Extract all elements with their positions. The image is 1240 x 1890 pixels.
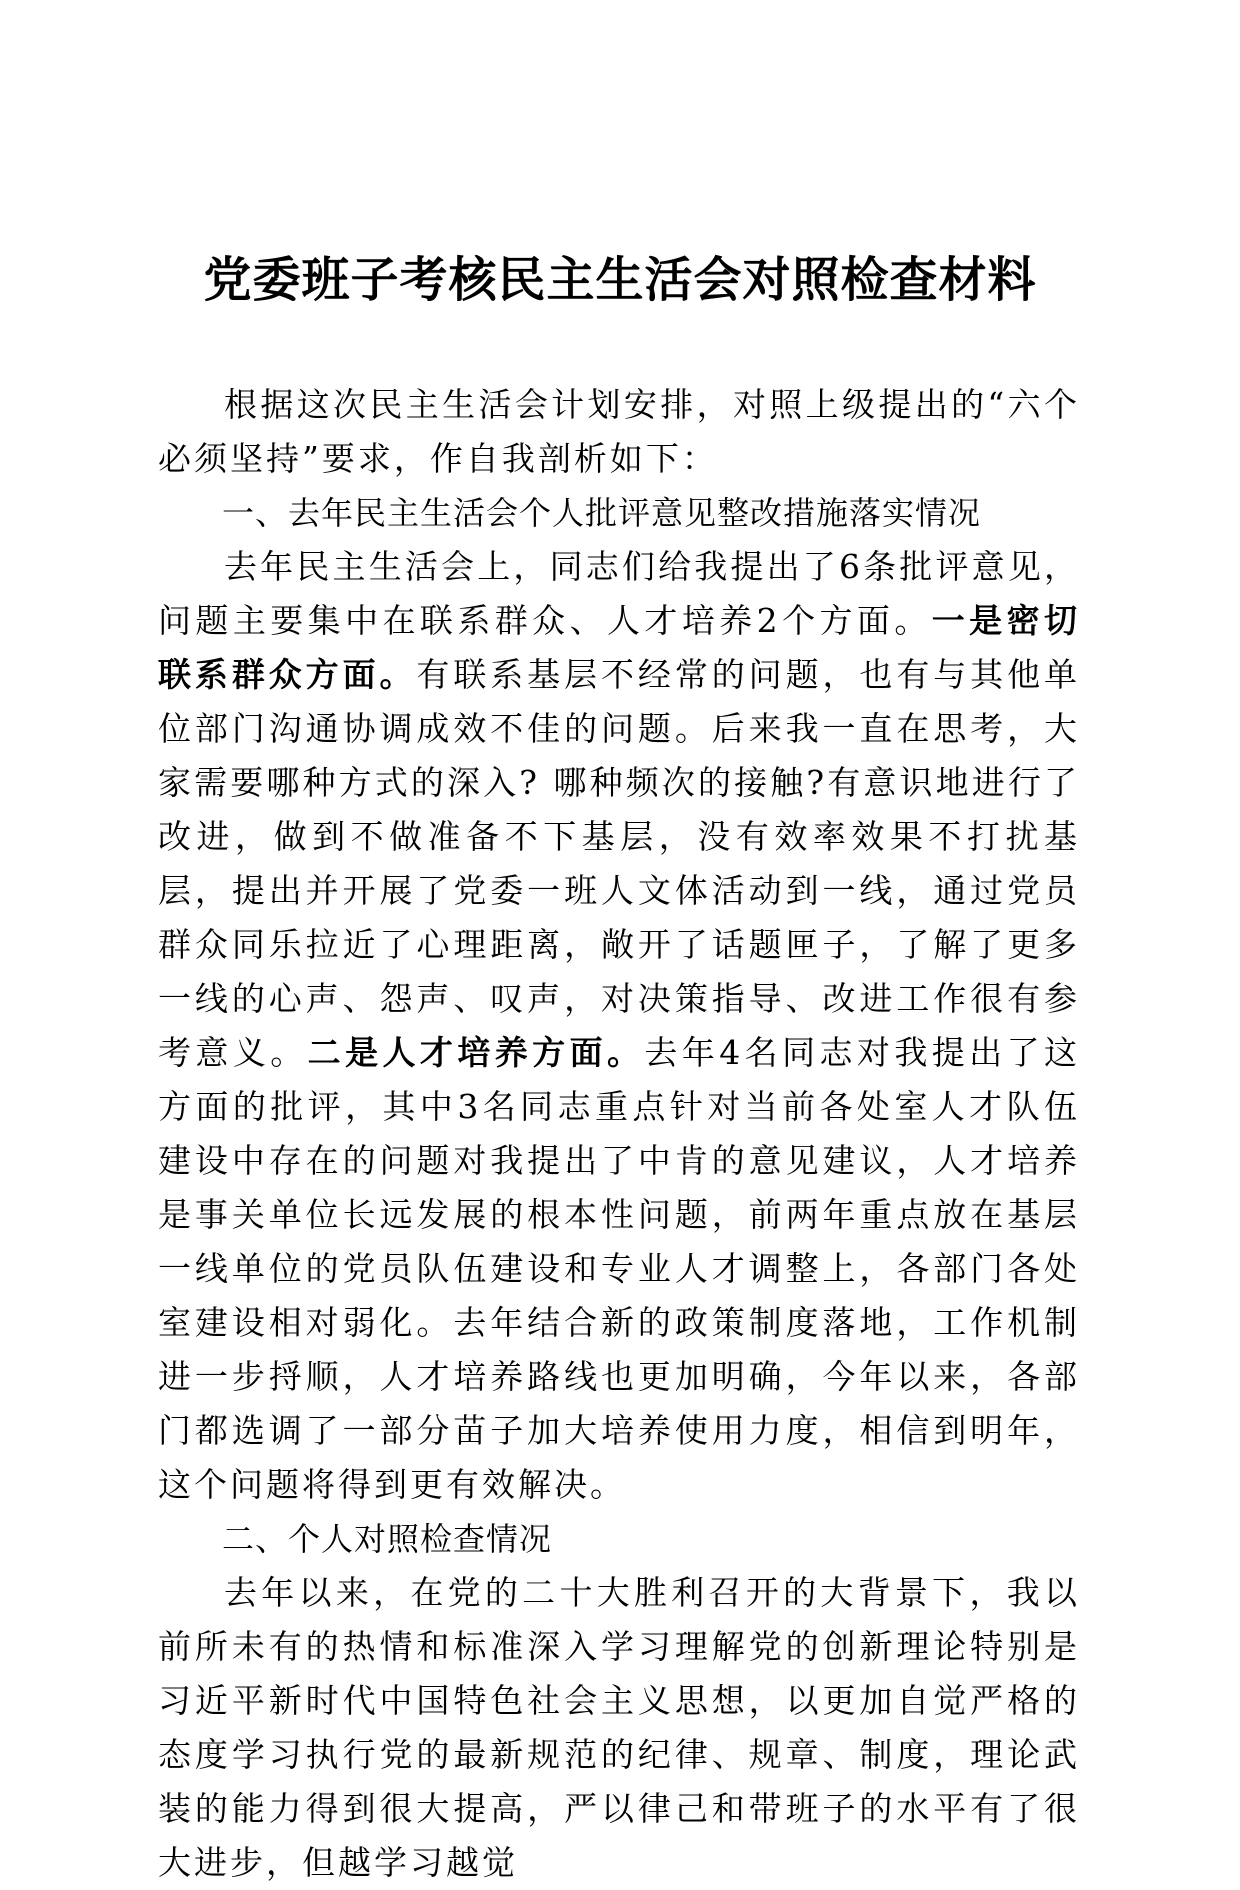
intro-paragraph: 根据这次民主生活会计划安排，对照上级提出的“六个必须坚持”要求，作自我剖析如下： <box>158 385 1080 478</box>
document-body <box>158 378 1080 1890</box>
section-2-paragraph: 去年以来，在党的二十大胜利召开的大背景下，我以前所未有的热情和标准深入学习理解党的创新理论特别是习近平新时代中国特色社会主义思想，以更加自觉严格的态度学习执行党的最新规范的纪律、规章、制度，理论武装的能力得到很大提高，严以律己和带班子的水平有了很大进步，但越学习越觉 <box>158 1573 1080 1882</box>
section-2-heading: 二、个人对照检查情况 <box>222 1520 553 1558</box>
section-1-bold-point-2: 二是人才培养方面。 <box>307 1033 645 1072</box>
document-title: 党委班子考核民主生活会对照检查材料 <box>203 252 1037 308</box>
section-1-text-part-2: 有联系基层不经常的问题，也有与其他单位部门沟通协调成效不佳的问题。后来我一直在思考，大家需要哪种方式的深入? 哪种频次的接触?有意识地进行了改进，做到不做准备不下基层，没有效率效果不打扰基层，提出并开展了党委一班人文体活动到一线，通过党员群众同乐拉近了心理距离，敞开了话题匣子，了解了更多一线的心声、怨声、叹声，对决策指导、改进工作很有参考意义。 <box>158 655 1081 1072</box>
section-1-paragraph <box>158 540 1080 1512</box>
section-1-text-part-3: 去年4名同志对我提出了这方面的批评，其中3名同志重点针对当前各处室人才队伍建设中存在的问题对我提出了中肯的意见建议，人才培养是事关单位长远发展的根本性问题，前两年重点放在基层一线单位的党员队伍建设和专业人才调整上，各部门各处室建设相对弱化。去年结合新的政策制度落地，工作机制进一步捋顺，人才培养路线也更加明确，今年以来，各部门都选调了一部分苗子加大培养使用力度，相信到明年，这个问题将得到更有效解决。 <box>158 1033 1081 1504</box>
section-1-heading: 一、去年民主生活会个人批评意见整改措施落实情况 <box>222 494 982 532</box>
section-1-bold-point-1: 一是密切联系群众方面。 <box>158 601 1081 694</box>
section-1-text-part-1: 去年民主生活会上，同志们给我提出了6条批评意见，问题主要集中在联系群众、人才培养2个方面。 <box>158 547 1080 640</box>
